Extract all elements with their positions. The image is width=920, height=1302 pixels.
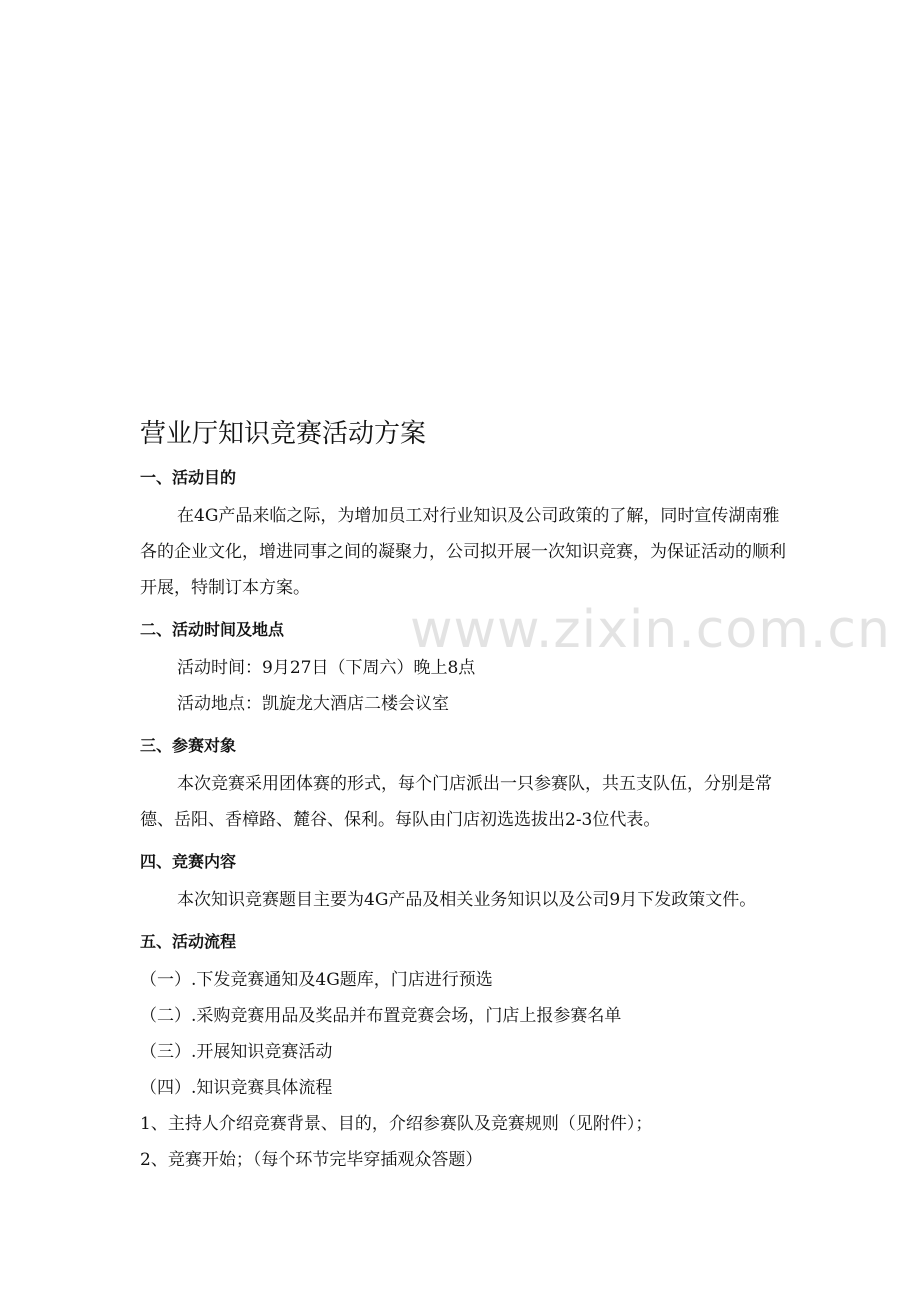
- activity-place: 活动地点：凯旋龙大酒店二楼会议室: [177, 694, 449, 714]
- section-heading-participants: 三、参赛对象: [140, 736, 237, 755]
- section-heading-purpose: 一、活动目的: [140, 468, 237, 487]
- process-item: （二）.采购竞赛用品及奖品并布置竞赛会场，门店上报参赛名单: [140, 1006, 622, 1026]
- document-body: [140, 414, 790, 1178]
- process-item: （一）.下发竞赛通知及4G题库，门店进行预选: [140, 970, 493, 990]
- section-body-purpose: 在4G产品来临之际，为增加员工对行业知识及公司政策的了解，同时宣传湖南雅各的企业文化，增进同事之间的凝聚力，公司拟开展一次知识竞赛，为保证活动的顺利开展，特制订本方案。: [140, 506, 786, 598]
- section-heading-content: 四、竞赛内容: [140, 852, 237, 871]
- section-heading-time-place: 二、活动时间及地点: [140, 620, 285, 639]
- watermark-text: www.zixin.com.cn: [410, 600, 891, 660]
- section-body-participants: 本次竞赛采用团体赛的形式，每个门店派出一只参赛队，共五支队伍，分别是常德、岳阳、香樟路、麓谷、保利。每队由门店初选选拔出2-3位代表。: [140, 774, 772, 830]
- process-item: （四）.知识竞赛具体流程: [140, 1078, 333, 1098]
- process-item: 1、主持人介绍竞赛背景、目的，介绍参赛队及竞赛规则（见附件）；: [140, 1114, 653, 1134]
- process-item: （三）.开展知识竞赛活动: [140, 1042, 333, 1062]
- document-title: 营业厅知识竞赛活动方案: [140, 419, 427, 449]
- activity-time: 活动时间：9月27日（下周六）晚上8点: [177, 658, 476, 678]
- process-item: 2、竞赛开始；（每个环节完毕穿插观众答题）: [140, 1150, 483, 1170]
- section-body-content: 本次知识竞赛题目主要为4G产品及相关业务知识以及公司9月下发政策文件。: [177, 890, 757, 910]
- section-heading-process: 五、活动流程: [140, 932, 237, 951]
